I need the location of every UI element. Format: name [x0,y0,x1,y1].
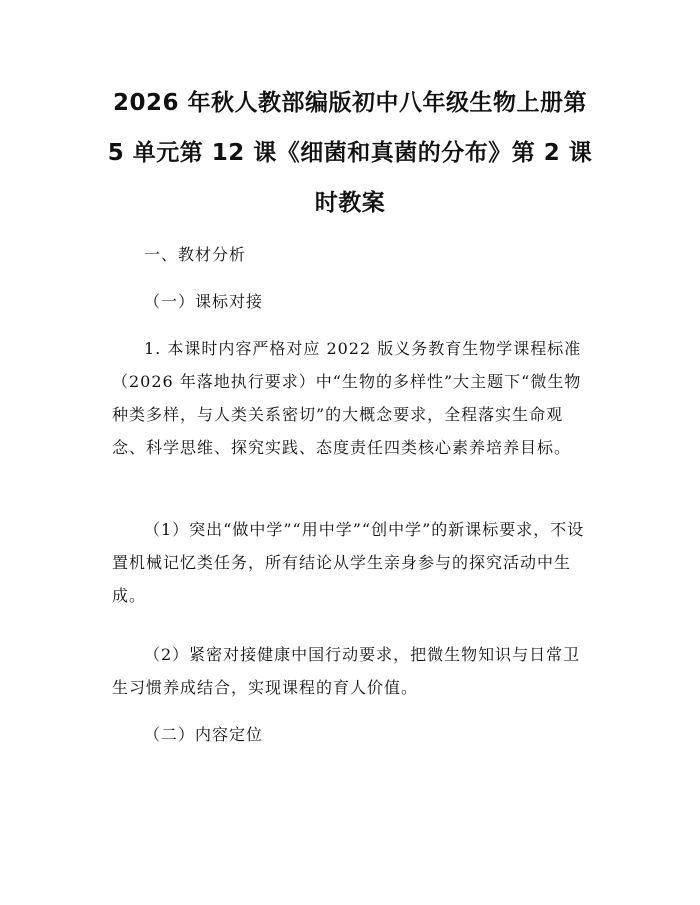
title-line-3: 时教案 [314,190,386,216]
paragraph-curriculum-standard: 1. 本课时内容严格对应 2022 版义务教育生物学课程标准（2026 年落地执行要求）中“生物的多样性”大主题下“微生物种类多样，与人类关系密切”的大概念要求，全程落实生命观念、科学思维、探究实践、态度责任四类核心素养培养目标。 [112,339,582,457]
section-heading-textbook-analysis: 一、教材分析 [144,245,247,264]
document-title [95,78,605,228]
subsection-heading-curriculum-alignment: （一）课标对接 [144,292,264,311]
list-item-2: （2）紧密对接健康中国行动要求，把微生物知识与日常卫生习惯养成结合，实现课程的育人价值。 [112,645,581,697]
subsection-heading-content-positioning: （二）内容定位 [144,725,264,744]
title-line-2: 5 单元第 12 课《细菌和真菌的分布》第 2 课 [107,140,593,166]
list-item-1: （1）突出“做中学”“用中学”“创中学”的新课标要求，不设置机械记忆类任务，所有结论从学生亲身参与的探究活动中生成。 [112,520,585,605]
title-line-1: 2026 年秋人教部编版初中八年级生物上册第 [112,90,588,116]
